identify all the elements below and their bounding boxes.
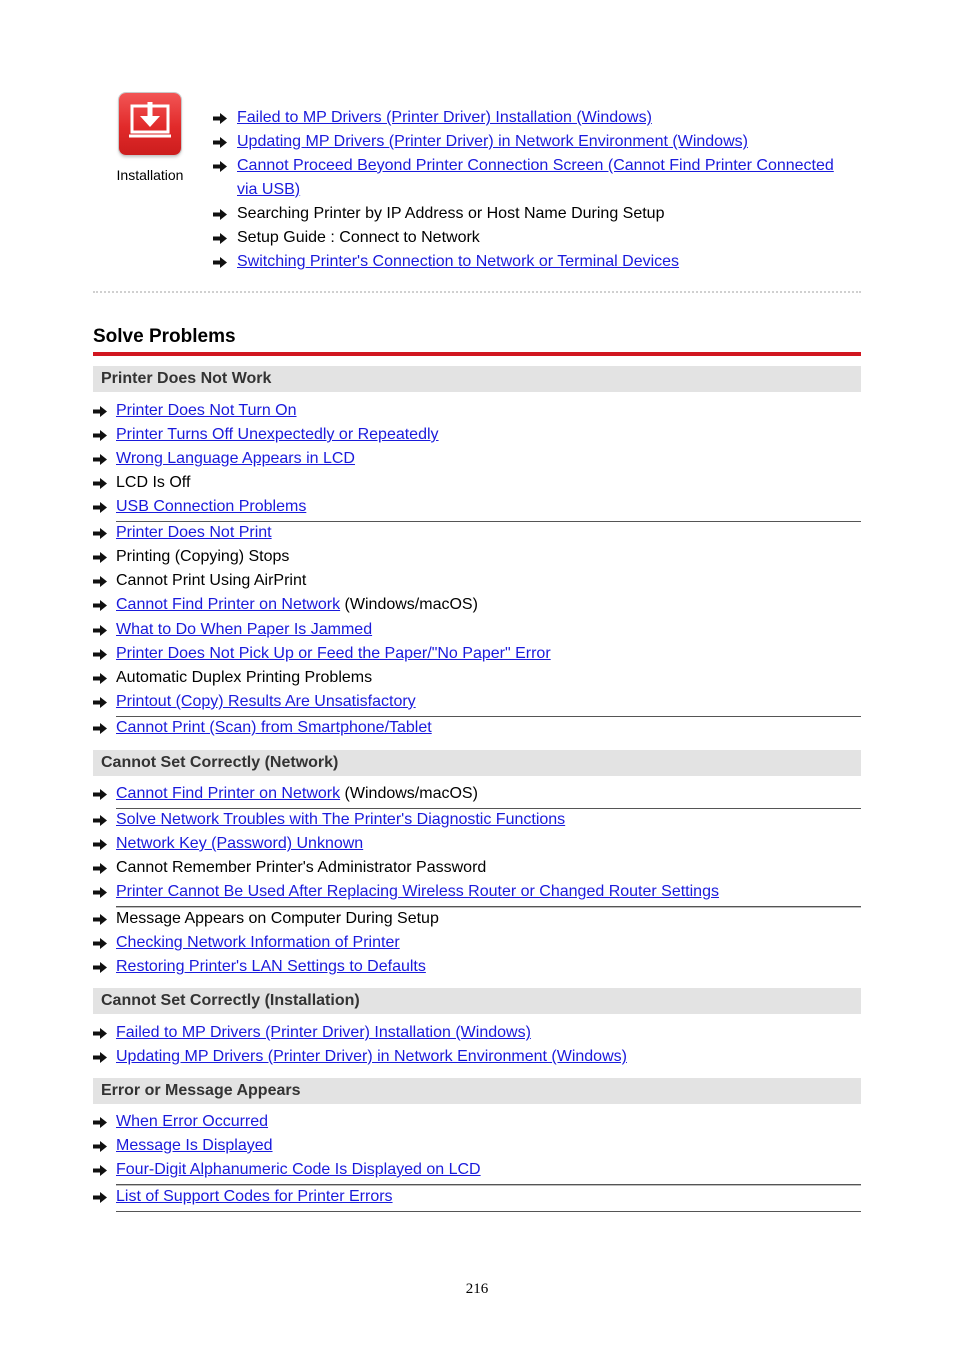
list-item[interactable] — [93, 931, 861, 955]
right-arrow-icon — [93, 649, 107, 660]
list-item[interactable] — [93, 1110, 861, 1134]
item-cannot-find-printer-network — [116, 782, 478, 806]
install-link-updating-drivers[interactable]: Updating MP Drivers (Printer Driver) in Network Environment (Windows) — [237, 133, 748, 150]
install-link-cannot-proceed[interactable]: Cannot Proceed Beyond Printer Connection Screen (Cannot Find Printer Connected via USB) — [237, 157, 834, 198]
link-cannot-find-printer-network[interactable]: Cannot Find Printer on Network — [116, 785, 341, 802]
list-item[interactable] — [93, 1158, 861, 1182]
list-item — [93, 907, 861, 931]
right-arrow-icon — [93, 478, 107, 489]
link-printout-unsatisfactory[interactable]: Printout (Copy) Results Are Unsatisfactory — [116, 693, 416, 710]
right-arrow-icon — [93, 887, 107, 898]
link-printer-turns-off[interactable]: Printer Turns Off Unexpectedly or Repeatedly — [116, 426, 439, 443]
list-item[interactable] — [93, 832, 861, 856]
install-text-searching-printer: Searching Printer by IP Address or Host Name During Setup — [237, 205, 665, 222]
dotted-divider — [93, 291, 861, 293]
subhead-printer-does-not-work: Printer Does Not Work — [93, 366, 861, 392]
list-item[interactable] — [93, 1021, 861, 1045]
install-item-4 — [213, 226, 843, 250]
os-suffix: (Windows/macOS) — [340, 596, 478, 613]
right-arrow-icon — [93, 576, 107, 587]
right-arrow-icon — [93, 723, 107, 734]
install-item-1[interactable] — [213, 130, 843, 154]
list-item — [93, 666, 861, 690]
installation-download-icon[interactable] — [119, 93, 181, 155]
link-when-error-occurred[interactable]: When Error Occurred — [116, 1113, 269, 1130]
right-arrow-icon — [213, 257, 227, 268]
link-four-digit-code[interactable]: Four-Digit Alphanumeric Code Is Displayed on LCD — [116, 1161, 481, 1178]
installation-icon-wrap — [93, 92, 207, 183]
right-arrow-icon — [213, 209, 227, 220]
right-arrow-icon — [93, 430, 107, 441]
right-arrow-icon — [93, 1028, 107, 1039]
install-item-5[interactable] — [213, 250, 843, 274]
os-suffix: (Windows/macOS) — [340, 785, 478, 802]
divider — [116, 1211, 861, 1212]
install-link-switching-connection[interactable]: Switching Printer's Connection to Network or Terminal Devices — [237, 253, 680, 270]
text-lcd-is-off: LCD Is Off — [116, 474, 191, 491]
right-arrow-icon — [93, 1141, 107, 1152]
link-restoring-lan-settings[interactable]: Restoring Printer's LAN Settings to Defaults — [116, 958, 426, 975]
install-item-3 — [213, 202, 843, 226]
list-item[interactable] — [93, 690, 861, 714]
list-item[interactable] — [93, 447, 861, 471]
installation-caption: Installation — [116, 167, 184, 183]
link-updating-drivers-network[interactable]: Updating MP Drivers (Printer Driver) in Network Environment (Windows) — [116, 1048, 627, 1065]
list-item — [93, 545, 861, 569]
right-arrow-icon — [93, 502, 107, 513]
list-item[interactable] — [93, 399, 861, 423]
list-item[interactable] — [93, 716, 861, 740]
list-item[interactable] — [93, 782, 861, 806]
right-arrow-icon — [93, 697, 107, 708]
right-arrow-icon — [93, 839, 107, 850]
right-arrow-icon — [93, 1192, 107, 1203]
subhead-error-message: Error or Message Appears — [93, 1078, 861, 1104]
right-arrow-icon — [93, 552, 107, 563]
text-admin-password: Cannot Remember Printer's Administrator Password — [116, 859, 487, 876]
install-text-setup-guide: Setup Guide : Connect to Network — [237, 229, 480, 246]
list-item[interactable] — [93, 642, 861, 666]
right-arrow-icon — [93, 625, 107, 636]
text-message-during-setup: Message Appears on Computer During Setup — [116, 910, 439, 927]
list-item[interactable] — [93, 423, 861, 447]
right-arrow-icon — [93, 863, 107, 874]
text-cannot-print-airprint: Cannot Print Using AirPrint — [116, 572, 307, 589]
list-item — [93, 569, 861, 593]
link-checking-network-info[interactable]: Checking Network Information of Printer — [116, 934, 400, 951]
install-item-0[interactable] — [213, 106, 843, 130]
link-cannot-print-smartphone[interactable]: Cannot Print (Scan) from Smartphone/Tablet — [116, 719, 432, 736]
link-support-codes-list[interactable]: List of Support Codes for Printer Errors — [116, 1188, 393, 1205]
text-duplex-problems: Automatic Duplex Printing Problems — [116, 669, 373, 686]
right-arrow-icon — [93, 914, 107, 925]
right-arrow-icon — [93, 454, 107, 465]
link-diagnostic-functions[interactable]: Solve Network Troubles with The Printer's Diagnostic Functions — [116, 811, 566, 828]
text-printing-stops: Printing (Copying) Stops — [116, 548, 290, 565]
list-item[interactable] — [93, 880, 861, 904]
right-arrow-icon — [93, 1165, 107, 1176]
right-arrow-icon — [93, 962, 107, 973]
link-failed-drivers-installation[interactable]: Failed to MP Drivers (Printer Driver) Installation (Windows) — [116, 1024, 531, 1041]
link-printer-does-not-print[interactable]: Printer Does Not Print — [116, 524, 272, 541]
right-arrow-icon — [213, 137, 227, 148]
list-item[interactable] — [93, 618, 861, 642]
right-arrow-icon — [93, 938, 107, 949]
right-arrow-icon — [93, 1117, 107, 1128]
link-replacing-router[interactable]: Printer Cannot Be Used After Replacing Wireless Router or Changed Router Settings — [116, 883, 719, 900]
page-number: 216 — [465, 1281, 489, 1297]
list-item[interactable] — [93, 955, 861, 979]
installation-link-list — [213, 106, 843, 274]
right-arrow-icon — [213, 233, 227, 244]
list-item[interactable] — [93, 521, 861, 545]
install-link-failed-drivers[interactable]: Failed to MP Drivers (Printer Driver) Installation (Windows) — [237, 109, 652, 126]
list-item[interactable] — [93, 1045, 861, 1069]
right-arrow-icon — [93, 528, 107, 539]
link-paper-jammed[interactable]: What to Do When Paper Is Jammed — [116, 621, 373, 638]
right-arrow-icon — [93, 1052, 107, 1063]
list-item[interactable] — [93, 593, 861, 617]
right-arrow-icon — [93, 673, 107, 684]
list-item — [93, 856, 861, 880]
install-item-2[interactable] — [213, 154, 843, 202]
right-arrow-icon — [93, 815, 107, 826]
right-arrow-icon — [93, 600, 107, 611]
list-item[interactable] — [93, 1185, 861, 1209]
link-message-displayed[interactable]: Message Is Displayed — [116, 1137, 273, 1154]
right-arrow-icon — [213, 161, 227, 172]
right-arrow-icon — [213, 113, 227, 124]
list-item[interactable] — [93, 495, 861, 519]
link-wrong-language[interactable]: Wrong Language Appears in LCD — [116, 450, 355, 467]
link-printer-does-not-turn-on[interactable]: Printer Does Not Turn On — [116, 402, 297, 419]
list-item[interactable] — [93, 1134, 861, 1158]
item-cannot-find-printer — [116, 593, 478, 617]
right-arrow-icon — [93, 406, 107, 417]
right-arrow-icon — [93, 789, 107, 800]
list-item[interactable] — [93, 808, 861, 832]
link-network-key-unknown[interactable]: Network Key (Password) Unknown — [116, 835, 364, 852]
link-no-paper-error[interactable]: Printer Does Not Pick Up or Feed the Paper/"No Paper" Error — [116, 645, 551, 662]
subhead-cannot-set-network: Cannot Set Correctly (Network) — [93, 750, 861, 776]
link-cannot-find-printer[interactable]: Cannot Find Printer on Network — [116, 596, 341, 613]
section-title: Solve Problems — [93, 326, 236, 347]
subhead-cannot-set-installation: Cannot Set Correctly (Installation) — [93, 988, 861, 1014]
link-usb-connection[interactable]: USB Connection Problems — [116, 498, 307, 515]
list-item — [93, 471, 861, 495]
section-title-rule — [93, 352, 861, 356]
